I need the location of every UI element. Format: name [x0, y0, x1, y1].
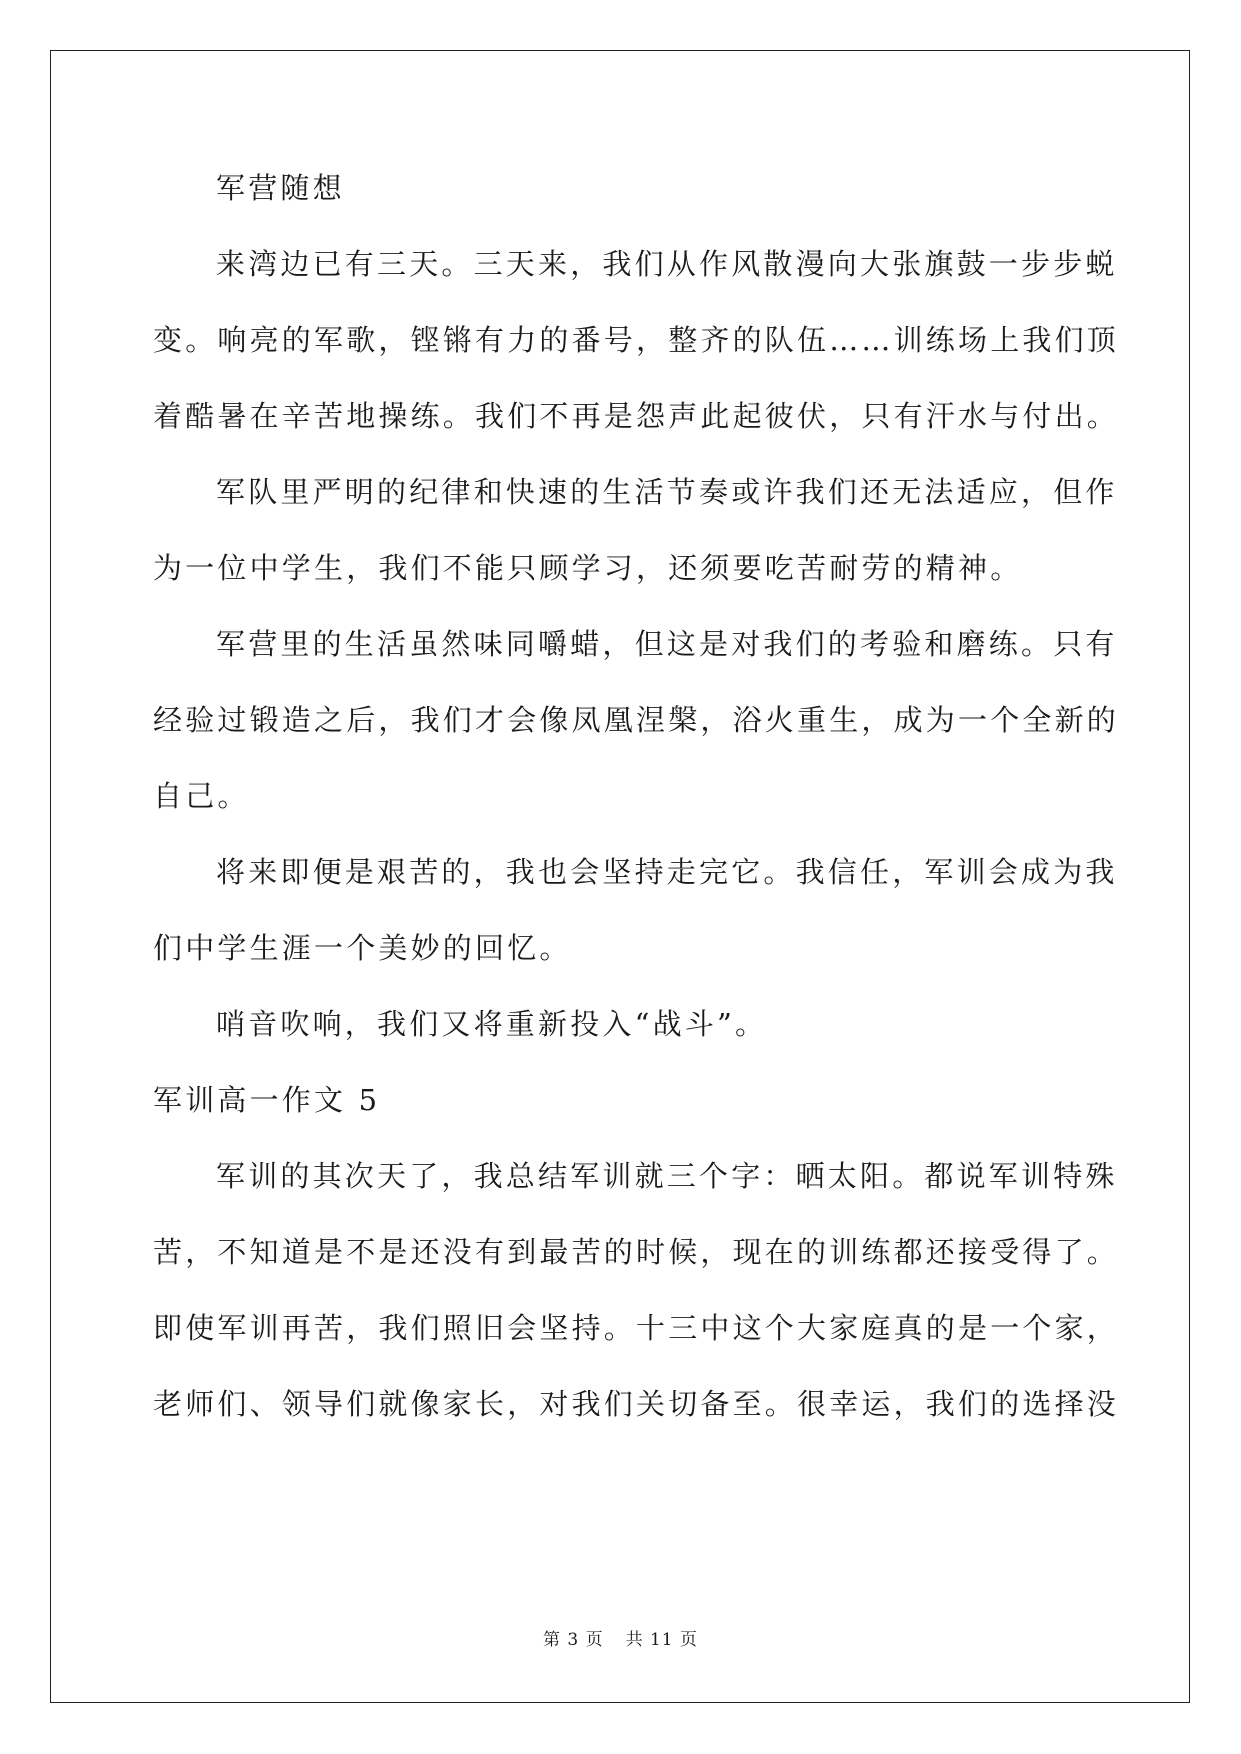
paragraph-line: 军训的其次天了，我总结军训就三个字：晒太阳。都说军训特殊 — [216, 1159, 1118, 1193]
paragraph-line: 苦，不知道是不是还没有到最苦的时候，现在的训练都还接受得了。 — [153, 1235, 1120, 1269]
paragraph-line: 着酷暑在辛苦地操练。我们不再是怨声此起彼伏，只有汗水与付出。 — [153, 399, 1120, 433]
paragraph-line: 们中学生涯一个美妙的回忆。 — [153, 931, 572, 965]
essay-heading: 军训高一作文 5 — [153, 1083, 381, 1117]
paragraph-line: 老师们、领导们就像家长，对我们关切备至。很幸运，我们的选择没 — [153, 1387, 1120, 1421]
paragraph-line: 来湾边已有三天。三天来，我们从作风散漫向大张旗鼓一步步蜕 — [216, 247, 1118, 281]
paragraph-line: 自己。 — [153, 779, 250, 813]
paragraph-line: 为一位中学生，我们不能只顾学习，还须要吃苦耐劳的精神。 — [153, 551, 1023, 585]
paragraph-line: 经验过锻造之后，我们才会像凤凰涅槃，浴火重生，成为一个全新的 — [153, 703, 1120, 737]
page-footer — [0, 1625, 1241, 1650]
page-total: 共 11 页 — [625, 1630, 699, 1650]
page-number: 第 3 页 — [542, 1630, 604, 1650]
paragraph-line: 变。响亮的军歌，铿锵有力的番号，整齐的队伍……训练场上我们顶 — [153, 323, 1120, 357]
paragraph-line: 哨音吹响，我们又将重新投入“战斗”。 — [216, 1007, 768, 1041]
section-title: 军营随想 — [216, 171, 345, 205]
paragraph-line: 军营里的生活虽然味同嚼蜡，但这是对我们的考验和磨练。只有 — [216, 627, 1118, 661]
paragraph-line: 将来即便是艰苦的，我也会坚持走完它。我信任，军训会成为我 — [216, 855, 1118, 889]
paragraph-line: 即使军训再苦，我们照旧会坚持。十三中这个大家庭真的是一个家， — [153, 1311, 1120, 1345]
paragraph-line: 军队里严明的纪律和快速的生活节奏或许我们还无法适应，但作 — [216, 475, 1118, 509]
